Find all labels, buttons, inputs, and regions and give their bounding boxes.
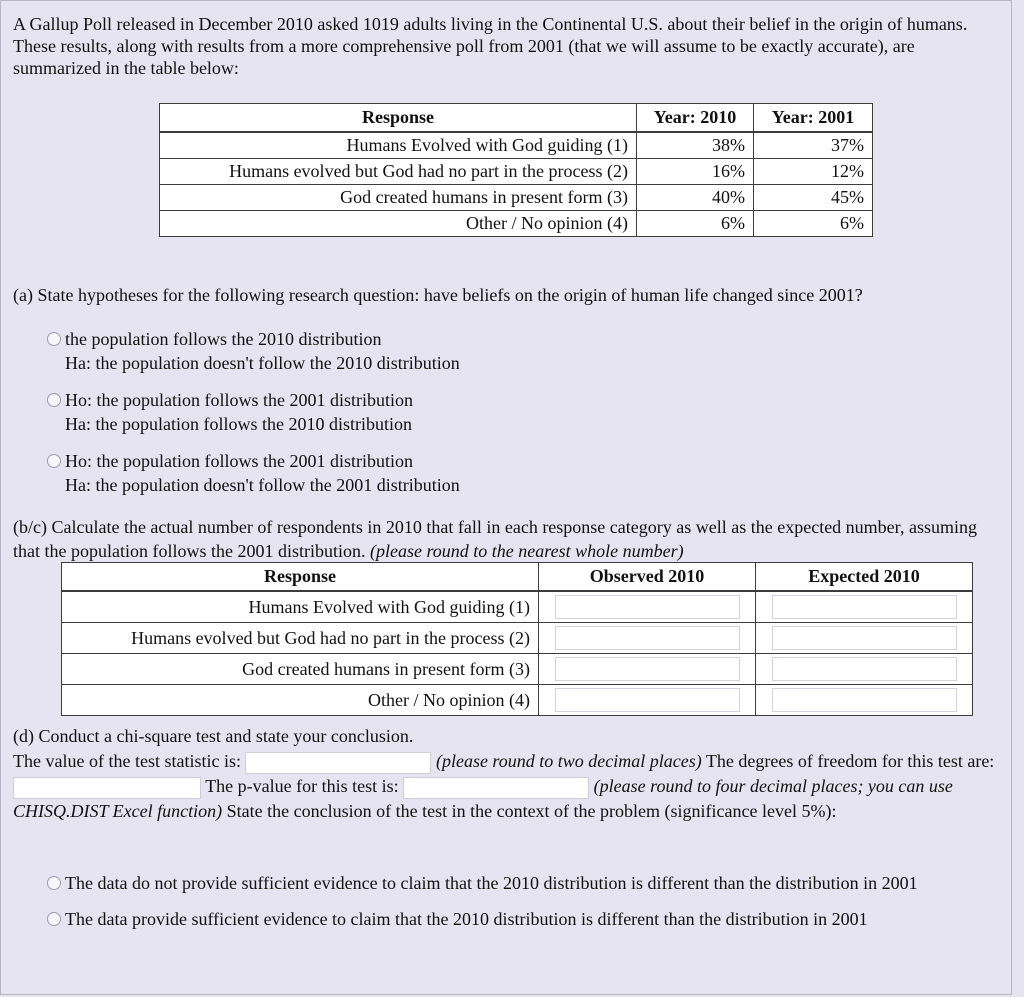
table-row xyxy=(160,185,873,211)
option-line-2: Ha: the population doesn't follow the 2010 distribution xyxy=(65,353,460,373)
part-d-block xyxy=(13,724,1003,824)
part-bc-question xyxy=(13,515,998,563)
conclusion-label: State the conclusion of the test in the context of the problem (significance level 5%): xyxy=(226,801,837,821)
p-value-input[interactable] xyxy=(403,777,589,799)
part-d-options xyxy=(45,871,985,943)
radio-button[interactable] xyxy=(47,393,61,407)
response-label: God created humans in present form (3) xyxy=(62,654,539,685)
hypothesis-option-1[interactable] xyxy=(45,327,945,375)
table1-header-2001: Year: 2001 xyxy=(754,104,873,133)
table1-header-2010: Year: 2010 xyxy=(637,104,754,133)
df-label-a: The degrees of freedom xyxy=(705,751,878,771)
table-row xyxy=(62,623,973,654)
observed-input-2[interactable] xyxy=(555,626,740,650)
response-label: God created humans in present form (3) xyxy=(160,185,637,211)
hypothesis-option-3[interactable] xyxy=(45,449,945,497)
p-label: The p-value for this test is: xyxy=(205,776,399,796)
percent-2001: 45% xyxy=(754,185,873,211)
option-line-1: Ho: the population follows the 2001 distribution xyxy=(65,390,413,410)
observed-input-4[interactable] xyxy=(555,688,740,712)
table1-header-response: Response xyxy=(160,104,637,133)
conclusion-option-1[interactable] xyxy=(45,871,985,895)
radio-button[interactable] xyxy=(47,454,61,468)
percent-2010: 38% xyxy=(637,132,754,159)
expected-input-4[interactable] xyxy=(772,688,957,712)
option-text: The data provide sufficient evidence to claim that the 2010 distribution is different than the distribution in 2001 xyxy=(65,909,868,929)
radio-button[interactable] xyxy=(47,912,61,926)
response-label: Humans Evolved with God guiding (1) xyxy=(160,132,637,159)
table2-header-expected: Expected 2010 xyxy=(756,563,973,592)
option-line-2: Ha: the population doesn't follow the 2001 distribution xyxy=(65,475,460,495)
expected-input-1[interactable] xyxy=(772,595,957,619)
percent-2010: 16% xyxy=(637,159,754,185)
stat-note: (please round to two decimal places) xyxy=(435,751,702,771)
stat-label: The value of the test statistic is: xyxy=(13,751,241,771)
response-label: Humans evolved but God had no part in the process (2) xyxy=(160,159,637,185)
observed-expected-table xyxy=(61,562,973,716)
observed-input-3[interactable] xyxy=(555,657,740,681)
part-d-title: (d) Conduct a chi-square test and state your conclusion. xyxy=(13,726,414,746)
radio-button[interactable] xyxy=(47,332,61,346)
table2-header-response: Response xyxy=(62,563,539,592)
percent-2010: 40% xyxy=(637,185,754,211)
response-label: Humans Evolved with God guiding (1) xyxy=(62,591,539,623)
table-row xyxy=(62,654,973,685)
radio-button[interactable] xyxy=(47,876,61,890)
response-label: Humans evolved but God had no part in the process (2) xyxy=(62,623,539,654)
degrees-of-freedom-input[interactable] xyxy=(13,777,201,799)
table-row xyxy=(160,159,873,185)
expected-input-3[interactable] xyxy=(772,657,957,681)
expected-input-2[interactable] xyxy=(772,626,957,650)
response-label: Other / No opinion (4) xyxy=(62,685,539,716)
percent-2001: 6% xyxy=(754,211,873,237)
test-statistic-input[interactable] xyxy=(245,752,431,774)
percent-2001: 37% xyxy=(754,132,873,159)
df-label-b: for this test are: xyxy=(881,751,995,771)
table-row xyxy=(62,591,973,623)
table2-header-observed: Observed 2010 xyxy=(539,563,756,592)
part-a-options xyxy=(45,327,945,510)
option-text: The data do not provide sufficient evidence to claim that the 2010 distribution is different than the distribution in 2001 xyxy=(65,873,918,893)
response-label: Other / No opinion (4) xyxy=(160,211,637,237)
option-line-2: Ha: the population follows the 2010 distribution xyxy=(65,414,412,434)
option-line-1: Ho: the population follows the 2001 distribution xyxy=(65,451,413,471)
poll-results-table xyxy=(159,103,873,237)
option-line-1: the population follows the 2010 distribution xyxy=(65,329,382,349)
table-row xyxy=(160,211,873,237)
part-a-question: (a) State hypotheses for the following research question: have beliefs on the origin of human life changed since 2001? xyxy=(13,285,863,305)
part-bc-text: (b/c) Calculate the actual number of respondents in 2010 that fall in each response category as well as the expected number, assuming that the population follows the 2001 distribution. xyxy=(13,517,977,561)
hypothesis-option-2[interactable] xyxy=(45,388,945,436)
observed-input-1[interactable] xyxy=(555,595,740,619)
conclusion-option-2[interactable] xyxy=(45,907,985,931)
part-bc-note: (please round to the nearest whole number) xyxy=(369,541,684,561)
p-note: (please round to four decimal places; you can use CHISQ.DIST Excel function) xyxy=(13,776,953,821)
table-row xyxy=(62,685,973,716)
percent-2010: 6% xyxy=(637,211,754,237)
percent-2001: 12% xyxy=(754,159,873,185)
table-row xyxy=(160,132,873,159)
intro-paragraph: A Gallup Poll released in December 2010 asked 1019 adults living in the Continental U.S. about their belief in the origin of humans. These results, along with results from a more comprehensive poll from 2001 (that we will assume to be exactly accurate), are summarized in the table below: xyxy=(13,14,968,78)
